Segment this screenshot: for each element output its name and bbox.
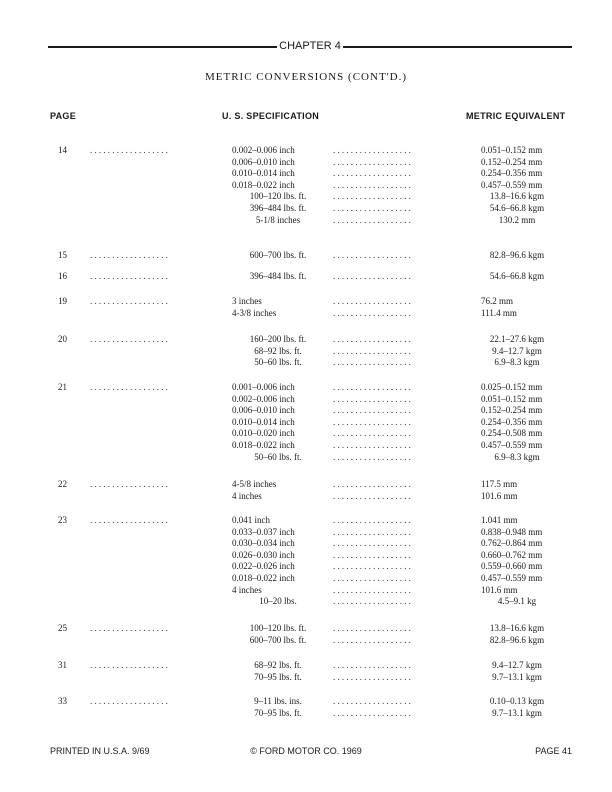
dot-leader: .................. — [333, 250, 414, 260]
table-group — [0, 696, 612, 719]
table-row — [0, 696, 612, 708]
page-number: 16 — [58, 271, 67, 281]
us-spec-value: 396–484 lbs. ft. — [249, 202, 307, 213]
metric-value: 1.041 mm — [481, 515, 518, 525]
us-spec-value: 4-3/8 inches — [232, 307, 277, 318]
metric-value: 0.152–0.254 mm — [481, 156, 543, 167]
metric-value: 0.838–0.948 mm — [481, 526, 543, 537]
table-group — [0, 271, 612, 283]
table-group — [0, 250, 612, 262]
metric-value: 82.8–96.6 kgm — [489, 634, 545, 645]
us-spec-value: 0.018–0.022 inch — [232, 179, 295, 190]
metric-value: 13.8–16.6 kgm — [489, 191, 545, 202]
table-row — [0, 405, 612, 417]
dot-leader: .................. — [90, 250, 171, 260]
dot-leader: .................. — [333, 561, 414, 572]
us-spec-value: 0.010–0.020 inch — [232, 428, 295, 439]
table-row — [0, 191, 612, 203]
us-spec-value: 0.006–0.010 inch — [232, 405, 295, 416]
table-row — [0, 515, 612, 527]
table-group — [0, 145, 612, 226]
dot-leader: .................. — [90, 479, 171, 489]
table-row — [0, 550, 612, 562]
page-number: 31 — [58, 660, 67, 670]
dot-leader: .................. — [333, 345, 414, 356]
dot-leader: .................. — [90, 271, 171, 281]
us-spec-value: 4-5/8 inches — [232, 479, 277, 489]
metric-value: 22.1–27.6 kgm — [489, 334, 545, 344]
table-row — [0, 145, 612, 157]
us-spec-value: 68–92 lbs. ft. — [254, 660, 302, 670]
table-row — [0, 296, 612, 308]
dot-leader: .................. — [90, 623, 171, 633]
dot-leader: .................. — [333, 405, 414, 416]
dot-leader: .................. — [333, 393, 414, 404]
dot-leader: .................. — [333, 538, 414, 549]
dot-leader: .................. — [333, 214, 414, 225]
metric-value: 130.2 mm — [498, 214, 536, 225]
page-number: 21 — [58, 382, 67, 392]
table-row — [0, 428, 612, 440]
table-row — [0, 479, 612, 491]
table-group — [0, 515, 612, 608]
table-group — [0, 479, 612, 502]
dot-leader: .................. — [333, 357, 414, 368]
table-row — [0, 346, 612, 358]
table-row — [0, 452, 612, 464]
metric-value: 0.051–0.152 mm — [481, 393, 543, 404]
table-row — [0, 180, 612, 192]
us-spec-value: 0.041 inch — [232, 515, 270, 525]
table-group — [0, 334, 612, 369]
dot-leader: .................. — [333, 179, 414, 190]
page-number: 15 — [58, 250, 67, 260]
page-number: 23 — [58, 515, 67, 525]
dot-leader: .................. — [333, 334, 414, 344]
table-row — [0, 417, 612, 429]
footer-copyright: © FORD MOTOR CO. 1969 — [250, 746, 362, 756]
metric-value: 54.6–66.8 kgm — [489, 202, 545, 213]
dot-leader: .................. — [333, 549, 414, 560]
us-spec-value: 70–95 lbs. ft. — [254, 707, 302, 718]
dot-leader: .................. — [333, 145, 414, 155]
dot-leader: .................. — [333, 439, 414, 450]
dot-leader: .................. — [90, 296, 171, 306]
us-spec-value: 0.002–0.006 inch — [232, 393, 295, 404]
dot-leader: .................. — [333, 296, 414, 306]
dot-leader: .................. — [90, 696, 171, 706]
us-spec-value: 0.026–0.030 inch — [232, 549, 295, 560]
table-group — [0, 382, 612, 463]
table-row — [0, 168, 612, 180]
metric-value: 0.660–0.762 mm — [481, 549, 543, 560]
us-spec-value: 68–92 lbs. ft. — [254, 345, 302, 356]
metric-value: 54.6–66.8 kgm — [489, 271, 545, 281]
table-row — [0, 660, 612, 672]
page-number: 14 — [58, 145, 67, 155]
table-row — [0, 672, 612, 684]
metric-value: 9.4–12.7 kgm — [492, 660, 542, 670]
dot-leader: .................. — [333, 707, 414, 718]
us-spec-value: 0.018–0.022 inch — [232, 572, 295, 583]
metric-value: 9.7–13.1 kgm — [492, 707, 542, 718]
us-spec-value: 100–120 lbs. ft. — [249, 191, 307, 202]
metric-value: 4.5–9.1 kg — [497, 596, 537, 607]
dot-leader: .................. — [333, 479, 414, 489]
us-spec-value: 0.002–0.006 inch — [232, 145, 295, 155]
header-metric-equivalent: METRIC EQUIVALENT — [466, 111, 566, 121]
footer-printed: PRINTED IN U.S.A. 9/69 — [50, 746, 150, 756]
dot-leader: .................. — [90, 660, 171, 670]
table-row — [0, 271, 612, 283]
metric-value: 6.9–8.3 kgm — [494, 451, 540, 462]
footer-page-number: PAGE 41 — [535, 746, 572, 756]
dot-leader: .................. — [333, 451, 414, 462]
metric-value: 101.6 mm — [481, 584, 518, 595]
table-group — [0, 296, 612, 319]
us-spec-value: 160–200 lbs. ft. — [249, 334, 307, 344]
table-row — [0, 623, 612, 635]
dot-leader: .................. — [333, 271, 414, 281]
dot-leader: .................. — [333, 696, 414, 706]
table-row — [0, 561, 612, 573]
metric-value: 0.254–0.356 mm — [481, 168, 543, 179]
metric-value: 0.457–0.559 mm — [481, 572, 543, 583]
dot-leader: .................. — [333, 428, 414, 439]
table-row — [0, 596, 612, 608]
page-number: 19 — [58, 296, 67, 306]
dot-leader: .................. — [90, 145, 171, 155]
table-group — [0, 623, 612, 646]
us-spec-value: 0.006–0.010 inch — [232, 156, 295, 167]
dot-leader: .................. — [333, 623, 414, 633]
chapter-heading — [48, 38, 572, 54]
metric-value: 0.559–0.660 mm — [481, 561, 543, 572]
us-spec-value: 600–700 lbs. ft. — [249, 634, 307, 645]
table-group — [0, 660, 612, 683]
table-row — [0, 527, 612, 539]
table-row — [0, 382, 612, 394]
metric-value: 0.051–0.152 mm — [481, 145, 543, 155]
us-spec-value: 600–700 lbs. ft. — [249, 250, 307, 260]
dot-leader: .................. — [333, 634, 414, 645]
metric-value: 9.7–13.1 kgm — [492, 671, 542, 682]
page-number: 33 — [58, 696, 67, 706]
dot-leader: .................. — [333, 168, 414, 179]
header-us-specification: U. S. SPECIFICATION — [222, 111, 320, 121]
metric-value: 0.762–0.864 mm — [481, 538, 543, 549]
dot-leader: .................. — [333, 202, 414, 213]
metric-value: 6.9–8.3 kgm — [494, 357, 540, 368]
table-row — [0, 308, 612, 320]
dot-leader: .................. — [333, 671, 414, 682]
metric-value: 0.10–0.13 kgm — [489, 696, 545, 706]
metric-value: 0.025–0.152 mm — [481, 382, 543, 392]
dot-leader: .................. — [333, 416, 414, 427]
us-spec-value: 0.010–0.014 inch — [232, 416, 295, 427]
table-row — [0, 538, 612, 550]
table-row — [0, 394, 612, 406]
table-row — [0, 250, 612, 262]
us-spec-value: 0.022–0.026 inch — [232, 561, 295, 572]
dot-leader: .................. — [333, 490, 414, 501]
dot-leader: .................. — [333, 572, 414, 583]
dot-leader: .................. — [333, 382, 414, 392]
page-title: METRIC CONVERSIONS (CONT'D.) — [204, 71, 407, 83]
metric-value: 0.152–0.254 mm — [481, 405, 543, 416]
us-spec-value: 3 inches — [232, 296, 262, 306]
us-spec-value: 0.018–0.022 inch — [232, 439, 295, 450]
us-spec-value: 4 inches — [232, 490, 262, 501]
us-spec-value: 0.001–0.006 inch — [232, 382, 295, 392]
metric-value: 101.6 mm — [481, 490, 518, 501]
metric-value: 0.254–0.508 mm — [481, 428, 543, 439]
us-spec-value: 70–95 lbs. ft. — [254, 671, 302, 682]
table-row — [0, 334, 612, 346]
metric-value: 111.4 mm — [481, 307, 517, 318]
dot-leader: .................. — [333, 526, 414, 537]
table-row — [0, 635, 612, 647]
metric-value: 13.8–16.6 kgm — [489, 623, 545, 633]
metric-value: 76.2 mm — [481, 296, 514, 306]
header-page: PAGE — [50, 111, 77, 121]
dot-leader: .................. — [333, 515, 414, 525]
chapter-label: CHAPTER 4 — [279, 40, 341, 52]
us-spec-value: 10–20 lbs. — [259, 596, 297, 607]
metric-value: 9.4–12.7 kgm — [492, 345, 542, 356]
table-row — [0, 203, 612, 215]
dot-leader: .................. — [333, 660, 414, 670]
metric-value: 0.457–0.559 mm — [481, 179, 543, 190]
table-row — [0, 357, 612, 369]
dot-leader: .................. — [90, 515, 171, 525]
us-spec-value: 50–60 lbs. ft. — [254, 451, 302, 462]
dot-leader: .................. — [333, 191, 414, 202]
metric-value: 0.457–0.559 mm — [481, 439, 543, 450]
us-spec-value: 100–120 lbs. ft. — [249, 623, 307, 633]
us-spec-value: 396–484 lbs. ft. — [249, 271, 307, 281]
metric-value: 0.254–0.356 mm — [481, 416, 543, 427]
table-row — [0, 708, 612, 720]
table-row — [0, 215, 612, 227]
dot-leader: .................. — [90, 382, 171, 392]
table-row — [0, 440, 612, 452]
us-spec-value: 9–11 lbs. ins. — [254, 696, 302, 706]
us-spec-value: 0.030–0.034 inch — [232, 538, 295, 549]
us-spec-value: 0.033–0.037 inch — [232, 526, 295, 537]
table-row — [0, 585, 612, 597]
us-spec-value: 50–60 lbs. ft. — [254, 357, 302, 368]
dot-leader: .................. — [333, 307, 414, 318]
us-spec-value: 0.010–0.014 inch — [232, 168, 295, 179]
page-number: 25 — [58, 623, 67, 633]
dot-leader: .................. — [90, 334, 171, 344]
dot-leader: .................. — [333, 584, 414, 595]
metric-value: 82.8–96.6 kgm — [489, 250, 545, 260]
dot-leader: .................. — [333, 596, 414, 607]
table-row — [0, 157, 612, 169]
metric-value: 117.5 mm — [481, 479, 518, 489]
page-number: 22 — [58, 479, 67, 489]
table-row — [0, 573, 612, 585]
page-number: 20 — [58, 334, 67, 344]
us-spec-value: 5-1/8 inches — [255, 214, 301, 225]
us-spec-value: 4 inches — [232, 584, 262, 595]
table-row — [0, 491, 612, 503]
dot-leader: .................. — [333, 156, 414, 167]
